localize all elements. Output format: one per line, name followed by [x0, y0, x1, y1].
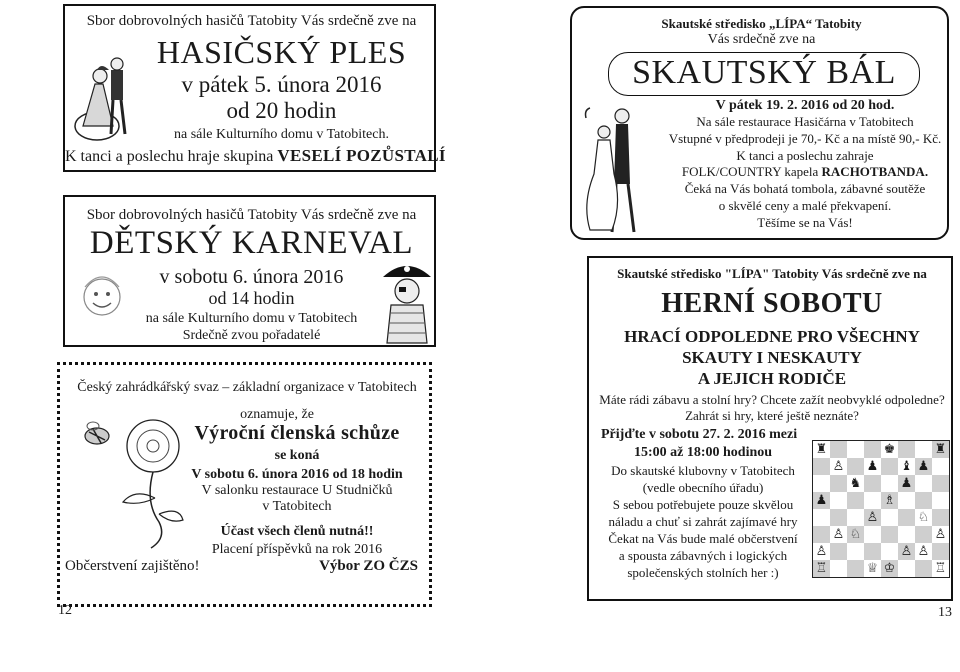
schuze-town: v Tatobitech [262, 499, 332, 514]
ples-invite-line: Sbor dobrovolných hasičů Tatobity Vás srdečně zve na [86, 13, 417, 29]
bal-venue: Na sále restaurace Hasičárna v Tatobitech [696, 114, 914, 129]
chess-square [847, 543, 864, 560]
bal-price: Vstupné v předprodeji je 70,- Kč a na místě 90,- Kč. [668, 131, 942, 146]
chess-square [898, 509, 915, 526]
schuze-attendance: Účast všech členů nutná!! [220, 524, 374, 539]
karneval-time: od 14 hodin [208, 288, 295, 308]
chess-piece-icon: ♕ [866, 561, 879, 576]
hra-date: Přijďte v sobotu 27. 2. 2016 mezi [601, 427, 798, 442]
chess-square [830, 560, 847, 577]
chess-square [864, 441, 881, 458]
chess-piece-icon: ♟ [917, 459, 930, 474]
schuze-title: Výroční členská schůze [194, 422, 400, 444]
bal-band: RACHOTBANDA. [821, 164, 929, 179]
chess-square [915, 560, 932, 577]
ples-title: HASIČSKÝ PLES [156, 34, 407, 70]
chess-piece-icon: ♖ [815, 561, 828, 576]
chess-square [881, 543, 898, 560]
chess-piece-icon: ♘ [917, 510, 930, 525]
hra-subtitle-2: SKAUTY I NESKAUTY [682, 348, 862, 367]
chess-piece-icon: ♖ [934, 561, 947, 576]
schuze-place: V salonku restaurace U Studničků [201, 483, 393, 498]
chess-square [813, 475, 830, 492]
chess-square [864, 492, 881, 509]
chess-square [915, 492, 932, 509]
hra-games-2: společenských stolních her :) [627, 565, 779, 580]
hra-place: Do skautské klubovny v Tatobitech [611, 463, 795, 478]
bal-band-prefix: FOLK/COUNTRY kapela [681, 164, 819, 179]
chess-square [847, 492, 864, 509]
ples-music [65, 146, 446, 166]
ples-announcement [63, 4, 446, 172]
chess-square [830, 441, 847, 458]
karneval-announcement [63, 195, 436, 347]
chess-piece-icon: ♟ [900, 476, 913, 491]
karneval-invite-line: Sbor dobrovolných hasičů Tatobity Vás srdečně zve na [86, 207, 417, 223]
ples-venue: na sále Kulturního domu v Tatobitech. [174, 127, 389, 142]
chess-piece-icon: ♙ [934, 527, 947, 542]
hra-place-note: (vedle obecního úřadu) [642, 480, 764, 495]
chess-piece-icon: ♝ [900, 459, 913, 474]
bal-org-line: Skautské středisko „LÍPA“ Tatobity [661, 16, 862, 31]
chess-square [881, 475, 898, 492]
page-number-right: 13 [938, 605, 952, 620]
chess-piece-icon: ♙ [900, 544, 913, 559]
schuze-committee: Výbor ZO ČZS [319, 558, 418, 574]
chess-square [830, 509, 847, 526]
chess-piece-icon: ♙ [832, 459, 845, 474]
page-number-left: 12 [58, 603, 72, 618]
hra-subtitle-3: A JEJICH RODIČE [697, 369, 847, 388]
chess-piece-icon: ♙ [917, 544, 930, 559]
schuze-held: se koná [274, 448, 320, 463]
chess-piece-icon: ♙ [815, 544, 828, 559]
chess-piece-icon: ♚ [883, 442, 896, 457]
chess-square [881, 458, 898, 475]
chess-square [881, 509, 898, 526]
hra-bring-2: náladu a chuť si zahrát zajímavé hry [608, 514, 798, 529]
chess-piece-icon: ♙ [866, 510, 879, 525]
chess-square [932, 543, 949, 560]
chess-square [898, 526, 915, 543]
chess-piece-icon: ♜ [815, 442, 828, 457]
chess-square [898, 560, 915, 577]
hra-games-1: a spousta zábavných i logických [618, 548, 788, 563]
bal-date: V pátek 19. 2. 2016 od 20 hod. [715, 98, 895, 113]
hra-question-1: Máte rádi zábavu a stolní hry? Chcete zažít neobvyklé odpoledne? [599, 392, 945, 407]
chess-square [915, 475, 932, 492]
chess-square [932, 475, 949, 492]
bal-title: SKAUTSKÝ BÁL [632, 54, 896, 91]
chess-square [932, 458, 949, 475]
ples-time: od 20 hodin [226, 98, 337, 123]
hra-refreshments: Čekat na Vás bude malé občerstvení [608, 531, 798, 546]
chess-piece-icon: ♔ [883, 561, 896, 576]
dancing-couple-illustration [582, 104, 652, 236]
schuze-date: V sobotu 6. února 2016 od 18 hodin [191, 467, 403, 482]
chess-square [915, 526, 932, 543]
bal-prizes: o skvělé ceny a malé překvapení. [718, 198, 892, 213]
ples-date: v pátek 5. února 2016 [181, 72, 382, 97]
bal-band-line [662, 164, 948, 180]
bal-music-intro: K tanci a poslechu zahraje [736, 148, 874, 163]
chess-square [932, 492, 949, 509]
schuze-announcement [57, 362, 432, 607]
hra-org-line: Skautské středisko "LÍPA" Tatobity Vás srdečně zve na [617, 266, 927, 281]
chess-square [847, 509, 864, 526]
schuze-announces: oznamuje, že [240, 407, 314, 422]
bal-announcement [570, 6, 949, 240]
chess-square [830, 543, 847, 560]
chess-piece-icon: ♟ [866, 459, 879, 474]
bal-closing: Těšíme se na Vás! [757, 215, 853, 230]
bal-invite-line: Vás srdečně zve na [707, 32, 816, 47]
chess-square [915, 441, 932, 458]
chess-piece-icon: ♘ [849, 527, 862, 542]
karneval-organizers: Srdečně zvou pořadatelé [182, 328, 321, 343]
chess-square [830, 475, 847, 492]
chess-piece-icon: ♞ [849, 476, 862, 491]
ples-band: VESELÍ POZŮSTALÍ [277, 146, 446, 165]
chess-square [813, 526, 830, 543]
hra-subtitle-1: HRACÍ ODPOLEDNE PRO VŠECHNY [624, 327, 920, 346]
chessboard-illustration [812, 440, 950, 578]
hra-bring-1: S sebou potřebujete pouze skvělou [612, 497, 794, 512]
ples-music-prefix: K tanci a poslechu hraje skupina [65, 148, 274, 165]
chess-square [847, 560, 864, 577]
chess-square [864, 543, 881, 560]
hra-time: 15:00 až 18:00 hodinou [633, 445, 773, 460]
schuze-refreshments: Občerstvení zajištěno! [65, 558, 200, 574]
chess-square [932, 509, 949, 526]
chess-square [813, 458, 830, 475]
chess-piece-icon: ♜ [934, 442, 947, 457]
chess-square [847, 441, 864, 458]
chess-square [847, 458, 864, 475]
chess-square [864, 526, 881, 543]
hra-title: HERNÍ SOBOTU [661, 288, 883, 319]
chess-square [830, 492, 847, 509]
chess-square [881, 526, 898, 543]
schuze-org-line: Český zahrádkářský svaz – základní organizace v Tatobitech [77, 380, 417, 395]
chess-square [813, 509, 830, 526]
chess-piece-icon: ♟ [815, 493, 828, 508]
schuze-fees: Placení příspěvků na rok 2016 [211, 542, 383, 557]
karneval-venue: na sále Kulturního domu v Tatobitech [145, 311, 358, 326]
chess-square [864, 475, 881, 492]
flower-bee-illustration [75, 402, 185, 552]
karneval-title: DĚTSKÝ KARNEVAL [89, 225, 414, 261]
chess-piece-icon: ♙ [832, 527, 845, 542]
chess-square [898, 492, 915, 509]
bal-tombola: Čeká na Vás bohatá tombola, zábavné soutěže [684, 181, 926, 196]
chess-piece-icon: ♗ [883, 493, 896, 508]
chess-square [898, 441, 915, 458]
karneval-date: v sobotu 6. února 2016 [159, 266, 344, 288]
hra-question-2: Zahrát si hry, které ještě neznáte? [685, 408, 859, 423]
